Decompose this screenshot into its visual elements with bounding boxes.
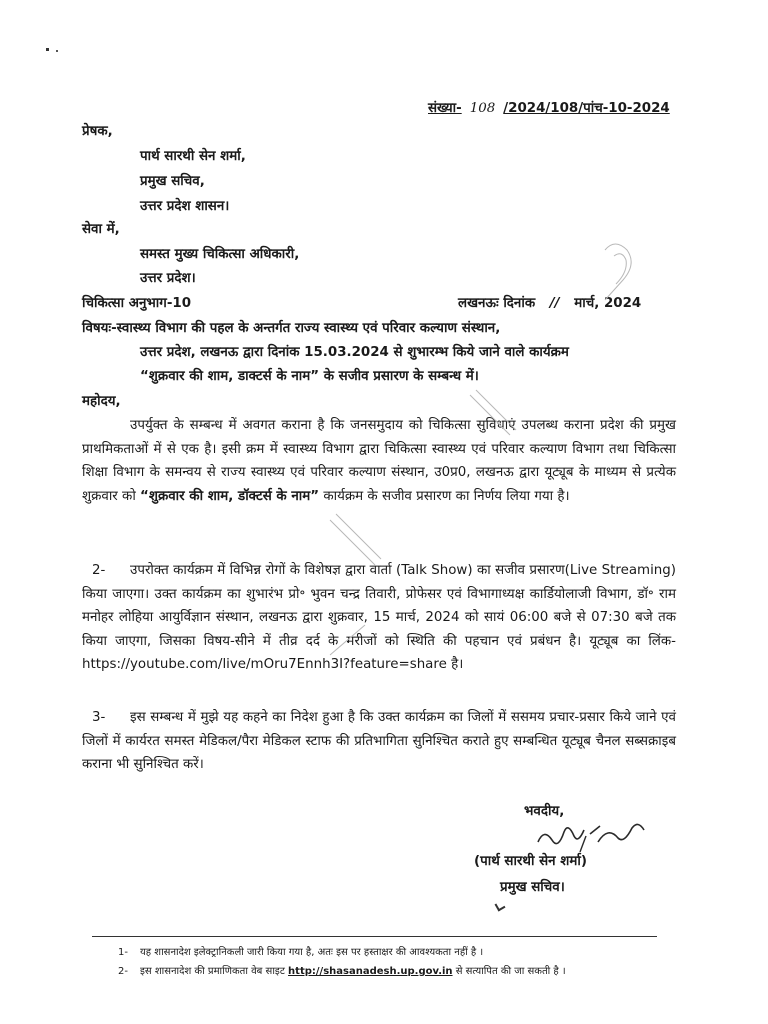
reference-prefix: संख्या- — [428, 101, 462, 116]
sender-designation: प्रमुख सचिव, — [140, 174, 205, 189]
place-date-label: लखनऊः दिनांक — [458, 296, 536, 311]
reference-suffix: /2024/108/पांच-10-2024 — [503, 101, 670, 116]
subject-line-2: उत्तर प्रदेश, लखनऊ द्वारा दिनांक 15.03.2024 से शुभारम्भ किये जाने वाले कार्यक्रम — [140, 345, 569, 360]
footer-note-1 — [118, 944, 483, 958]
recipient-place: उत्तर प्रदेश। — [140, 271, 196, 286]
section-name: चिकित्सा अनुभाग-10 — [82, 296, 192, 311]
sender-label: प्रेषक, — [82, 124, 113, 139]
month-year: मार्च, 2024 — [574, 296, 642, 311]
date-line — [458, 292, 641, 316]
paragraph-1-text-b: कार्यक्रम के सजीव प्रसारण का निर्णय लिया गया है। — [319, 488, 570, 504]
signatory-designation: प्रमुख सचिव। — [500, 880, 565, 895]
date-handwritten: // — [549, 296, 560, 311]
verification-link[interactable]: http://shasanadesh.up.gov.in — [288, 966, 453, 977]
scan-speck — [46, 48, 49, 51]
recipient-label: सेवा में, — [82, 222, 120, 237]
sender-office: उत्तर प्रदेश शासन। — [140, 199, 230, 214]
paragraph-2-number: 2- — [92, 563, 106, 578]
recipient-name: समस्त मुख्य चिकित्सा अधिकारी, — [140, 247, 300, 262]
footer-note-1-text: यह शासनादेश इलेक्ट्रानिकली जारी किया गया है, अतः इस पर हस्ताक्षर की आवश्यकता नहीं है । — [140, 947, 484, 958]
sender-name: पार्थ सारथी सेन शर्मा, — [140, 149, 246, 164]
footer-note-2-text-a: इस शासनादेश की प्रमाणिकता वेब साइट — [140, 966, 289, 977]
reference-handwritten: 108 — [469, 101, 496, 116]
subject-line-3: “शुक्रवार की शाम, डाक्टर्स के नाम” के सजीव प्रसारण के सम्बन्ध में। — [140, 369, 479, 384]
paragraph-3: इस सम्बन्ध में मुझे यह कहने का निदेश हुआ है कि उक्त कार्यक्रम का जिलों में ससमय प्रचार-प्रसार किये जाने एवं जिलों में कार्यरत समस्त मेडिकल/पैरा मेडिकल स्टाफ की प्रतिभागिता सुनिश्चित कराते हुए सम्बन्धित यूट्यूब चैनल सब्सक्राइब कराना भी सुनिश्चित करें। — [82, 710, 676, 772]
scan-speck — [56, 50, 58, 52]
footer-note-2-number: 2- — [118, 966, 128, 977]
footer-divider — [92, 936, 657, 937]
paragraph-1 — [82, 414, 676, 508]
footer-note-2 — [118, 963, 566, 977]
signatory-name: (पार्थ सारथी सेन शर्मा) — [474, 854, 587, 869]
program-title: “शुक्रवार की शाम, डॉक्टर्स के नाम” — [140, 488, 320, 504]
paragraph-2: उपरोक्त कार्यक्रम में विभिन्न रोगों के विशेषज्ञ द्वारा वार्ता (Talk Show) का सजीव प्रसारण(Live Streaming) किया जाएगा। उक्त कार्यक्रम का शुभारंभ प्रो॰ भुवन चन्द्र तिवारी, प्रोफेसर एवं विभागाध्यक्ष कार्डियोलाजी विभाग, डॉ॰ राम मनोहर लोहिया आयुर्विज्ञान संस्थान, लखनऊ द्वारा शुक्रवार, 15 मार्च, 2024 को सायं 06:00 बजे से 07:30 बजे तक किया जाएगा, जिसका विषय-सीने में तीव्र दर्द के मरीजों को स्थिति की पहचान एवं प्रबंधन है। यूट्यूब का लिंक-https://youtube.com/live/mOru7Ennh3I?feature=share है। — [82, 563, 676, 672]
salutation: महोदय, — [82, 394, 121, 409]
subject-line-1: विषयः-स्वास्थ्य विभाग की पहल के अन्तर्गत राज्य स्वास्थ्य एवं परिवार कल्याण संस्थान, — [82, 321, 501, 336]
paragraph-1-text-a: उपर्युक्त के सम्बन्ध में अवगत कराना है कि जनसमुदाय को चिकित्सा सुविधाएं उपलब्ध कराना प्रदेश की प्रमुख प्राथमिकताओं में से एक है। इसी क्रम में स्वास्थ्य विभाग द्वारा चिकित्सा स्वास्थ्य एवं परिवार कल्याण विभाग तथा चिकित्सा शिक्षा विभाग के समन्वय से राज्य स्वास्थ्य एवं परिवार कल्याण संस्थान, उ0प्र0, लखनऊ द्वारा यूट्यूब के माध्यम से प्रत्येक शुक्रवार को — [82, 418, 676, 504]
closing: भवदीय, — [524, 804, 565, 819]
footer-note-1-number: 1- — [118, 947, 128, 958]
reference-number — [428, 97, 670, 121]
footer-note-2-text-b: से सत्यापित की जा सकती है । — [452, 966, 566, 977]
paragraph-3-number: 3- — [92, 710, 106, 725]
ink-mark — [495, 901, 506, 912]
